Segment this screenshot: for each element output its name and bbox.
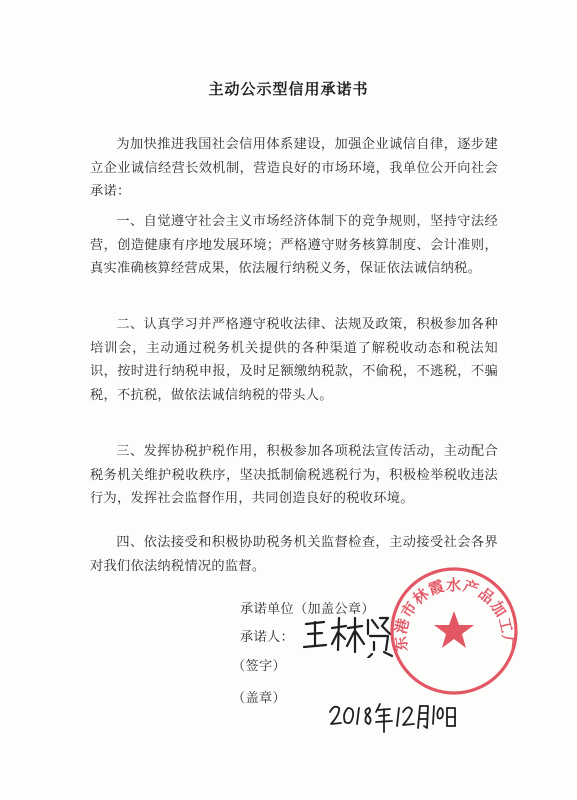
- svg-text:东港市林霞水产品加工厂: 东港市林霞水产品加工厂: [391, 575, 517, 653]
- document-title: 主动公示型信用承诺书: [208, 80, 369, 98]
- company-seal-stamp: [388, 565, 520, 697]
- paragraph-item-2: 二、认真学习并严格遵守税收法律、法规及政策，积极参加各种培训会，主动通过税务机关提供的各种渠道了解税收动态和税法知识，按时进行纳税申报，及时足额缴纳税款，不偷税，不逃税，不骗税，不抗税，做依法诚信纳税的带头人。: [90, 317, 498, 403]
- paragraph-item-3: 三、发挥协税护税作用，积极参加各项税法宣传活动，主动配合税务机关维护税收秩序，坚决抵制偷税逃税行为，积极检举税收违法行为，发挥社会监督作用，共同创造良好的税收环境。: [90, 444, 498, 507]
- handwritten-signature: [302, 612, 394, 658]
- paragraph-item-1: 一、自觉遵守社会主义市场经济体制下的竞争规则，坚持守法经营，创造健康有序地发展环境；严格遵守财务核算制度、会计准则，真实准确核算经营成果，依法履行纳税义务，保证依法诚信纳税。: [90, 214, 498, 277]
- signature-note-label: （签字）: [232, 659, 286, 674]
- signing-person-label: 承诺人：: [240, 630, 294, 645]
- handwritten-date: [328, 700, 458, 734]
- paragraph-item-4: 四、依法接受和积极协助税务机关监督检查，主动接受社会各界对我们依法纳税情况的监督。: [90, 535, 498, 574]
- signing-unit-label: 承诺单位（加盖公章）: [240, 602, 375, 617]
- paragraph-intro: 为加快推进我国社会信用体系建设，加强企业诚信自律，逐步建立企业诚信经营长效机制，营造良好的市场环境，我单位公开向社会承诺：: [90, 137, 498, 200]
- seal-note-label: （盖章）: [232, 691, 286, 706]
